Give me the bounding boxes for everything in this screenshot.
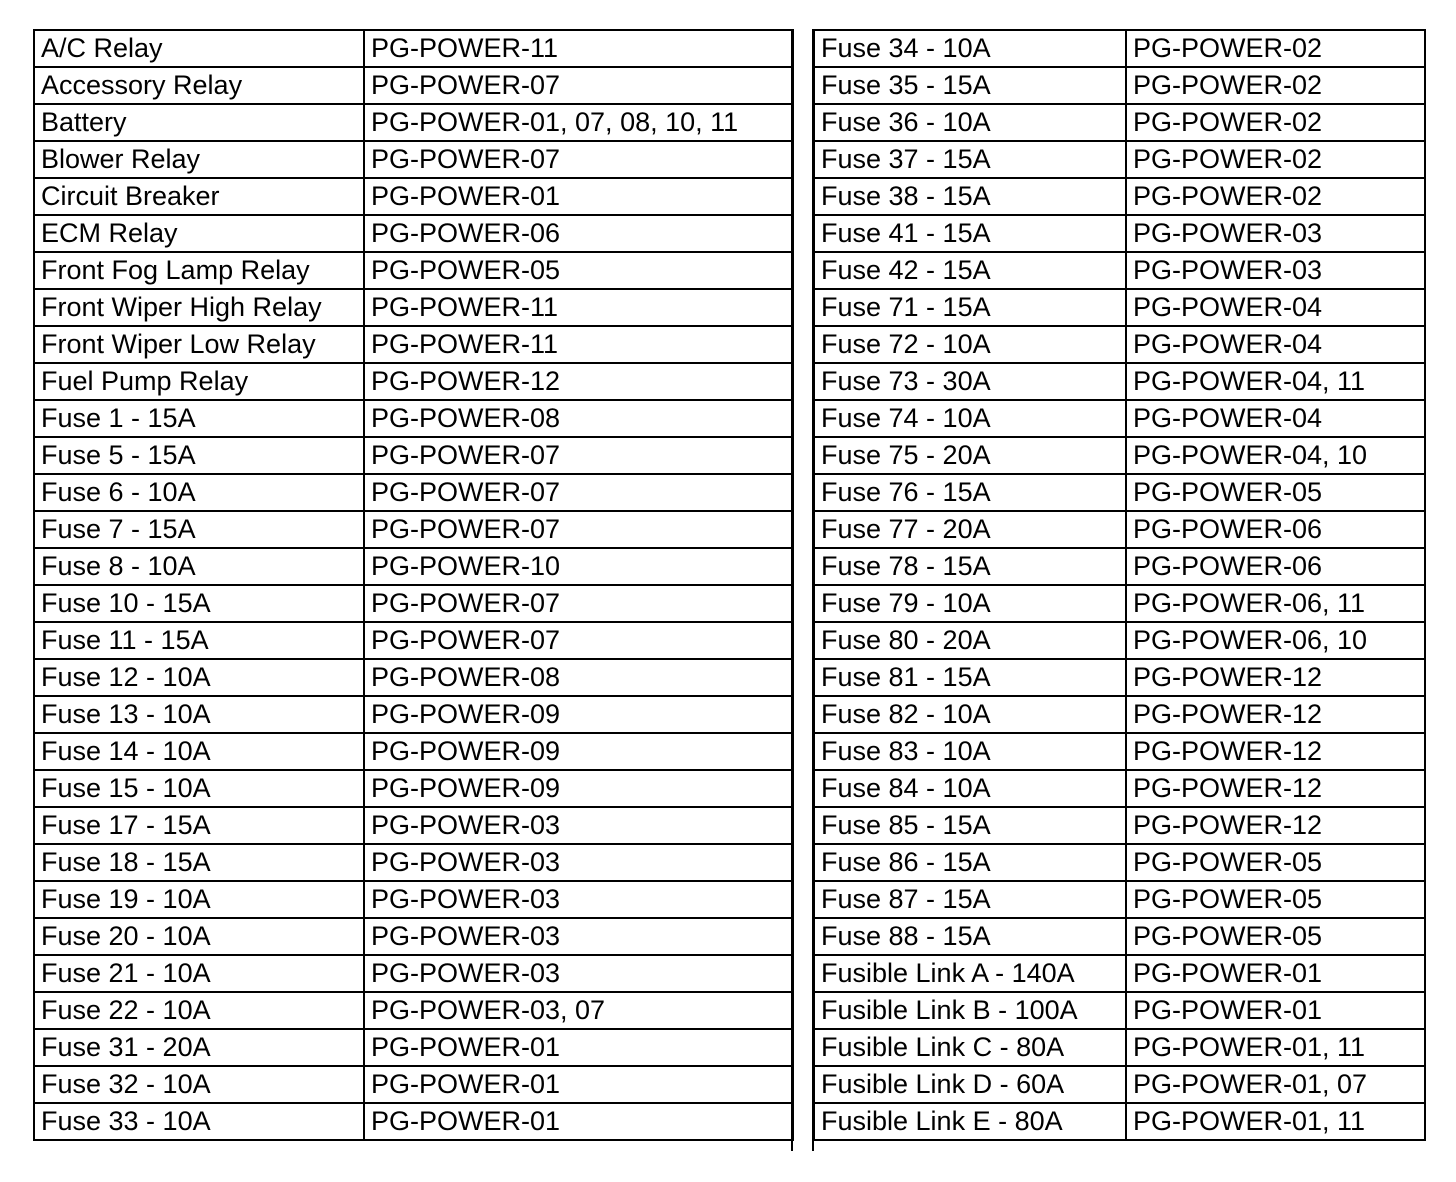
component-name-cell: Fuse 86 - 15A xyxy=(814,844,1126,881)
page-reference-cell: PG-POWER-02 xyxy=(1126,178,1425,215)
table-row xyxy=(34,881,793,918)
component-name-cell: Fuse 17 - 15A xyxy=(34,807,364,844)
page-reference-cell: PG-POWER-02 xyxy=(1126,30,1425,67)
page-reference-cell: PG-POWER-06 xyxy=(1126,511,1425,548)
component-name-cell: Fuse 77 - 20A xyxy=(814,511,1126,548)
page-reference-cell: PG-POWER-07 xyxy=(364,474,793,511)
table-row xyxy=(34,437,793,474)
table-row xyxy=(814,733,1425,770)
page-reference-cell: PG-POWER-10 xyxy=(364,548,793,585)
component-name-cell: Fuse 1 - 15A xyxy=(34,400,364,437)
component-name-cell: Battery xyxy=(34,104,364,141)
table-row xyxy=(34,474,793,511)
page-reference-cell: PG-POWER-02 xyxy=(1126,104,1425,141)
component-name-cell: Fuse 72 - 10A xyxy=(814,326,1126,363)
component-name-cell: Fusible Link B - 100A xyxy=(814,992,1126,1029)
component-name-cell: Front Wiper High Relay xyxy=(34,289,364,326)
table-row xyxy=(34,141,793,178)
component-name-cell: Fuse 85 - 15A xyxy=(814,807,1126,844)
page-reference-cell: PG-POWER-03 xyxy=(364,807,793,844)
component-name-cell: Fuse 36 - 10A xyxy=(814,104,1126,141)
component-name-cell: Fuse 5 - 15A xyxy=(34,437,364,474)
table-body-right xyxy=(814,30,1425,1140)
table-row xyxy=(34,289,793,326)
component-name-cell: Fuse 42 - 15A xyxy=(814,252,1126,289)
page-reference-cell: PG-POWER-04 xyxy=(1126,400,1425,437)
component-name-cell: Fuse 71 - 15A xyxy=(814,289,1126,326)
table-row xyxy=(34,733,793,770)
page-reference-cell: PG-POWER-07 xyxy=(364,511,793,548)
table-row xyxy=(814,1103,1425,1140)
page-reference-cell: PG-POWER-02 xyxy=(1126,141,1425,178)
component-name-cell: Fuse 32 - 10A xyxy=(34,1066,364,1103)
page-reference-cell: PG-POWER-08 xyxy=(364,659,793,696)
page-reference-cell: PG-POWER-07 xyxy=(364,67,793,104)
page-reference-cell: PG-POWER-04, 11 xyxy=(1126,363,1425,400)
component-reference-table-right xyxy=(813,29,1426,1141)
component-name-cell: Fuse 13 - 10A xyxy=(34,696,364,733)
table-row xyxy=(814,659,1425,696)
table-row xyxy=(34,30,793,67)
component-name-cell: Fuse 11 - 15A xyxy=(34,622,364,659)
component-name-cell: Fuse 31 - 20A xyxy=(34,1029,364,1066)
page-reference-cell: PG-POWER-05 xyxy=(1126,474,1425,511)
table-row xyxy=(34,178,793,215)
component-name-cell: Fuse 75 - 20A xyxy=(814,437,1126,474)
component-name-cell: Fuse 73 - 30A xyxy=(814,363,1126,400)
component-name-cell: Fuse 76 - 15A xyxy=(814,474,1126,511)
page-reference-cell: PG-POWER-04, 10 xyxy=(1126,437,1425,474)
component-name-cell: Fuse 38 - 15A xyxy=(814,178,1126,215)
page-reference-cell: PG-POWER-06 xyxy=(364,215,793,252)
component-name-cell: Fuse 6 - 10A xyxy=(34,474,364,511)
page-reference-cell: PG-POWER-01 xyxy=(1126,992,1425,1029)
page-reference-cell: PG-POWER-03 xyxy=(364,918,793,955)
page-reference-cell: PG-POWER-05 xyxy=(1126,881,1425,918)
table-row xyxy=(34,844,793,881)
page-reference-cell: PG-POWER-07 xyxy=(364,622,793,659)
component-name-cell: Fuse 79 - 10A xyxy=(814,585,1126,622)
table-row xyxy=(34,770,793,807)
page-reference-cell: PG-POWER-03, 07 xyxy=(364,992,793,1029)
table-row xyxy=(34,696,793,733)
page-reference-cell: PG-POWER-06 xyxy=(1126,548,1425,585)
page-reference-cell: PG-POWER-11 xyxy=(364,289,793,326)
component-name-cell: Fuse 22 - 10A xyxy=(34,992,364,1029)
page-reference-cell: PG-POWER-04 xyxy=(1126,326,1425,363)
table-row xyxy=(34,511,793,548)
component-name-cell: Fuse 37 - 15A xyxy=(814,141,1126,178)
component-name-cell: Blower Relay xyxy=(34,141,364,178)
table-row xyxy=(814,511,1425,548)
page-reference-cell: PG-POWER-09 xyxy=(364,733,793,770)
table-row xyxy=(814,992,1425,1029)
table-row xyxy=(814,326,1425,363)
component-name-cell: Fuse 41 - 15A xyxy=(814,215,1126,252)
page-reference-cell: PG-POWER-01 xyxy=(1126,955,1425,992)
table-row xyxy=(34,215,793,252)
page-reference-cell: PG-POWER-07 xyxy=(364,437,793,474)
table-row xyxy=(814,289,1425,326)
component-name-cell: Fuse 87 - 15A xyxy=(814,881,1126,918)
table-row xyxy=(34,1066,793,1103)
table-row xyxy=(814,104,1425,141)
page-reference-cell: PG-POWER-08 xyxy=(364,400,793,437)
page-reference-cell: PG-POWER-07 xyxy=(364,585,793,622)
component-name-cell: Fuse 19 - 10A xyxy=(34,881,364,918)
component-name-cell: Fuse 82 - 10A xyxy=(814,696,1126,733)
component-name-cell: Fuse 14 - 10A xyxy=(34,733,364,770)
table-row xyxy=(34,548,793,585)
table-row xyxy=(814,141,1425,178)
table-row xyxy=(814,215,1425,252)
page-reference-cell: PG-POWER-01, 07, 08, 10, 11 xyxy=(364,104,793,141)
page-reference-cell: PG-POWER-11 xyxy=(364,30,793,67)
component-name-cell: Fuse 84 - 10A xyxy=(814,770,1126,807)
table-row xyxy=(34,659,793,696)
page-reference-cell: PG-POWER-03 xyxy=(1126,215,1425,252)
table-row xyxy=(814,696,1425,733)
table-row xyxy=(34,585,793,622)
table-row xyxy=(814,807,1425,844)
table-row xyxy=(34,67,793,104)
component-name-cell: Fuse 15 - 10A xyxy=(34,770,364,807)
component-name-cell: Fuse 33 - 10A xyxy=(34,1103,364,1140)
table-row xyxy=(34,326,793,363)
table-row xyxy=(814,918,1425,955)
page-reference-cell: PG-POWER-01 xyxy=(364,1066,793,1103)
component-name-cell: Fuse 88 - 15A xyxy=(814,918,1126,955)
component-name-cell: Fuse 35 - 15A xyxy=(814,67,1126,104)
page-reference-cell: PG-POWER-03 xyxy=(364,881,793,918)
component-name-cell: Fusible Link C - 80A xyxy=(814,1029,1126,1066)
table-row xyxy=(814,770,1425,807)
table-row xyxy=(34,363,793,400)
table-row xyxy=(814,474,1425,511)
page-reference-cell: PG-POWER-09 xyxy=(364,770,793,807)
page-reference-cell: PG-POWER-04 xyxy=(1126,289,1425,326)
page-reference-cell: PG-POWER-12 xyxy=(1126,807,1425,844)
component-name-cell: Fuse 7 - 15A xyxy=(34,511,364,548)
page-reference-cell: PG-POWER-12 xyxy=(1126,659,1425,696)
component-name-cell: Fuse 81 - 15A xyxy=(814,659,1126,696)
page-reference-cell: PG-POWER-12 xyxy=(1126,770,1425,807)
table-row xyxy=(814,67,1425,104)
page-reference-cell: PG-POWER-05 xyxy=(1126,844,1425,881)
table-row xyxy=(34,104,793,141)
component-name-cell: A/C Relay xyxy=(34,30,364,67)
table-body-left xyxy=(34,30,793,1140)
component-name-cell: Fuse 74 - 10A xyxy=(814,400,1126,437)
page-reference-cell: PG-POWER-01 xyxy=(364,178,793,215)
table-row xyxy=(814,955,1425,992)
page-reference-cell: PG-POWER-01 xyxy=(364,1029,793,1066)
component-name-cell: Fuse 10 - 15A xyxy=(34,585,364,622)
table-row xyxy=(814,363,1425,400)
component-name-cell: Fuse 20 - 10A xyxy=(34,918,364,955)
table-row xyxy=(34,252,793,289)
table-row xyxy=(34,955,793,992)
table-row xyxy=(34,807,793,844)
component-reference-table-left xyxy=(33,29,794,1141)
component-name-cell: ECM Relay xyxy=(34,215,364,252)
page-reference-cell: PG-POWER-03 xyxy=(364,844,793,881)
component-name-cell: Fuse 78 - 15A xyxy=(814,548,1126,585)
table-row xyxy=(814,252,1425,289)
page-reference-cell: PG-POWER-01 xyxy=(364,1103,793,1140)
table-row xyxy=(34,622,793,659)
page-reference-cell: PG-POWER-03 xyxy=(364,955,793,992)
component-name-cell: Fusible Link D - 60A xyxy=(814,1066,1126,1103)
component-name-cell: Fusible Link E - 80A xyxy=(814,1103,1126,1140)
component-name-cell: Fuse 34 - 10A xyxy=(814,30,1126,67)
page-reference-cell: PG-POWER-05 xyxy=(364,252,793,289)
table-row xyxy=(814,1029,1425,1066)
table-row xyxy=(34,400,793,437)
component-name-cell: Front Fog Lamp Relay xyxy=(34,252,364,289)
table-row xyxy=(814,178,1425,215)
table-row xyxy=(34,918,793,955)
page-reference-cell: PG-POWER-09 xyxy=(364,696,793,733)
page-reference-cell: PG-POWER-06, 10 xyxy=(1126,622,1425,659)
page-reference-cell: PG-POWER-01, 07 xyxy=(1126,1066,1425,1103)
table-row xyxy=(814,622,1425,659)
table-row xyxy=(814,881,1425,918)
page-reference-cell: PG-POWER-07 xyxy=(364,141,793,178)
table-row xyxy=(814,437,1425,474)
table-gutter xyxy=(791,29,814,1151)
table-row xyxy=(814,1066,1425,1103)
page-reference-cell: PG-POWER-03 xyxy=(1126,252,1425,289)
component-name-cell: Fusible Link A - 140A xyxy=(814,955,1126,992)
page-reference-cell: PG-POWER-01, 11 xyxy=(1126,1029,1425,1066)
component-name-cell: Fuse 83 - 10A xyxy=(814,733,1126,770)
table-row xyxy=(34,1103,793,1140)
component-name-cell: Front Wiper Low Relay xyxy=(34,326,364,363)
page-reference-cell: PG-POWER-05 xyxy=(1126,918,1425,955)
page-reference-cell: PG-POWER-11 xyxy=(364,326,793,363)
page-reference-cell: PG-POWER-12 xyxy=(1126,733,1425,770)
table-row xyxy=(814,585,1425,622)
table-row xyxy=(34,1029,793,1066)
component-name-cell: Fuse 18 - 15A xyxy=(34,844,364,881)
component-name-cell: Accessory Relay xyxy=(34,67,364,104)
page-reference-cell: PG-POWER-01, 11 xyxy=(1126,1103,1425,1140)
page-reference-cell: PG-POWER-12 xyxy=(1126,696,1425,733)
page-reference-cell: PG-POWER-12 xyxy=(364,363,793,400)
table-row xyxy=(34,992,793,1029)
table-row xyxy=(814,400,1425,437)
component-name-cell: Fuel Pump Relay xyxy=(34,363,364,400)
page-reference-cell: PG-POWER-02 xyxy=(1126,67,1425,104)
component-name-cell: Fuse 12 - 10A xyxy=(34,659,364,696)
component-name-cell: Circuit Breaker xyxy=(34,178,364,215)
component-name-cell: Fuse 21 - 10A xyxy=(34,955,364,992)
table-row xyxy=(814,30,1425,67)
component-name-cell: Fuse 80 - 20A xyxy=(814,622,1126,659)
page-reference-cell: PG-POWER-06, 11 xyxy=(1126,585,1425,622)
table-row xyxy=(814,844,1425,881)
table-row xyxy=(814,548,1425,585)
component-name-cell: Fuse 8 - 10A xyxy=(34,548,364,585)
